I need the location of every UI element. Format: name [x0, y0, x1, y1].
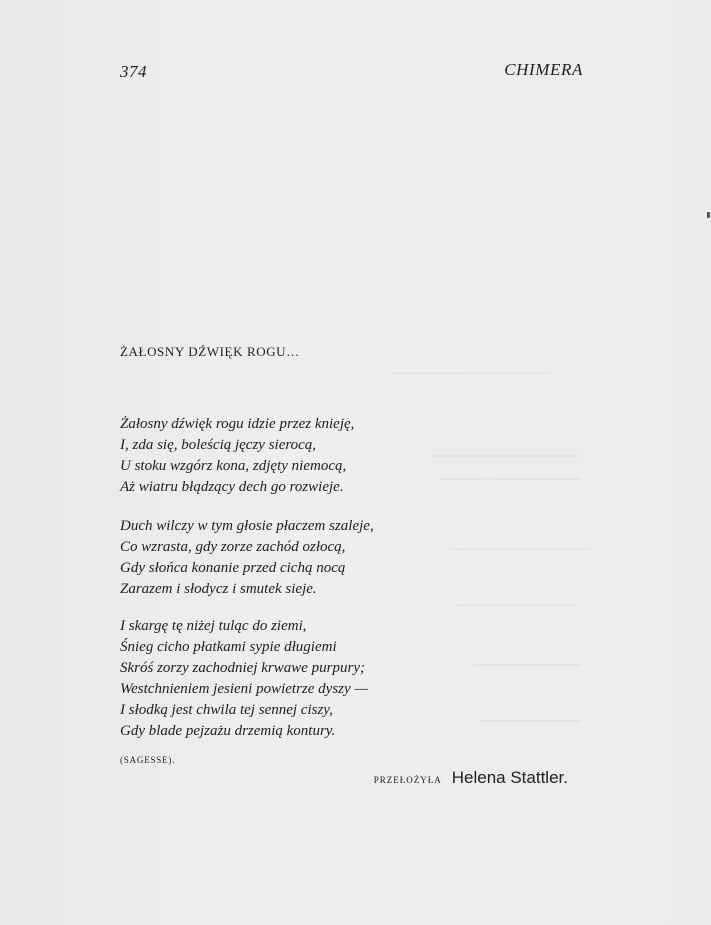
- show-through-line: [450, 548, 590, 550]
- poem-line: Skróś zorzy zachodniej krwawe purpury;: [120, 660, 365, 676]
- show-through-line: [455, 604, 575, 606]
- translator-label: PRZEŁOŻYŁA: [373, 775, 442, 785]
- poem-line: Śnieg cicho płatkami sypie długiemi: [120, 639, 337, 655]
- show-through-line: [480, 720, 580, 722]
- source-note: (SAGESSE).: [120, 755, 176, 765]
- poem-line: I, zda się, boleścią jęczy sierocą,: [120, 437, 317, 453]
- show-through-line: [390, 372, 550, 374]
- running-title: CHIMERA: [504, 60, 583, 79]
- poem-line: Żałosny dźwięk rogu idzie przez knieję,: [120, 416, 355, 432]
- poem-line: Gdy blade pejzażu drzemią kontury.: [120, 723, 336, 739]
- page-number: 374: [120, 62, 147, 81]
- translator-name: Helena Stattler.: [451, 768, 568, 787]
- poem-line: I słodką jest chwila tej sennej ciszy,: [120, 702, 333, 718]
- poem-line: Westchnieniem jesieni powietrze dyszy —: [120, 681, 368, 697]
- stanza-3: [120, 616, 368, 742]
- stanza-2: [120, 516, 374, 600]
- poem-line: Aż wiatru błądzący dech go rozwieje.: [120, 479, 344, 495]
- poem-title: ŻAŁOSNY DŹWIĘK ROGU…: [120, 344, 300, 359]
- poem-line: Zarazem i słodycz i smutek sieje.: [120, 581, 317, 597]
- page-edge-mark: [707, 212, 710, 218]
- poem-line: Co wzrasta, gdy zorze zachód ozłocą,: [120, 539, 346, 555]
- poem-line: I skargę tę niżej tuląc do ziemi,: [120, 618, 307, 634]
- translator-credit: [374, 768, 568, 788]
- poem-line: Gdy słońca konanie przed cichą nocą: [120, 560, 346, 576]
- show-through-line: [440, 478, 580, 480]
- show-through-line: [470, 664, 580, 666]
- poem-line: U stoku wzgórz kona, zdjęty niemocą,: [120, 458, 347, 474]
- stanza-1: [120, 414, 354, 498]
- show-through-line: [430, 455, 580, 457]
- poem-line: Duch wilczy w tym głosie płaczem szaleje,: [120, 518, 374, 534]
